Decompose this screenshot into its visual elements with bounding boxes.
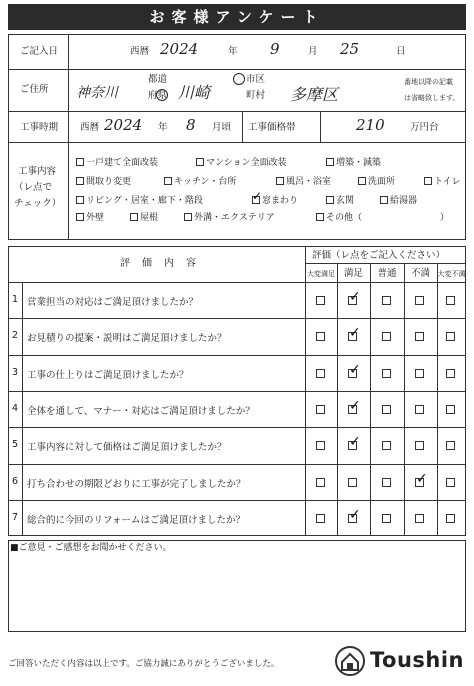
work-item-label: トイレ [434, 177, 461, 187]
address-label: ご住所 [20, 84, 49, 95]
work-item-label: 外壁 [86, 213, 105, 223]
rating-checkbox[interactable] [316, 405, 325, 414]
work-item-label: 風呂・浴室 [286, 177, 332, 187]
rating-checkbox[interactable] [446, 405, 455, 414]
work-item-label: 給湯器 [390, 196, 418, 206]
rating-checkbox[interactable] [415, 369, 424, 378]
info-label-divider [68, 34, 69, 240]
eval-column-header: 不満 [410, 268, 430, 279]
work-item-checkbox[interactable] [76, 196, 84, 204]
work-item-label: 増築・減築 [336, 158, 382, 168]
work-item-checkbox[interactable] [252, 196, 260, 204]
eval-rating-header: 評価（レ点をご記入ください） [312, 250, 446, 261]
rating-checkbox[interactable] [348, 441, 357, 450]
rating-checkbox[interactable] [316, 332, 325, 341]
work-item-checkbox[interactable] [76, 158, 84, 166]
work-item-label: 外溝・エクステリア [194, 213, 275, 223]
work-item [316, 213, 362, 224]
eval-column-header: 大変満足 [307, 270, 335, 278]
work-item [76, 177, 131, 188]
entry-date-day: 25 [340, 40, 360, 58]
work-item-label: 玄関 [336, 196, 355, 206]
rating-checkbox[interactable] [415, 441, 424, 450]
rating-checkbox[interactable] [382, 405, 391, 414]
rating-checkbox[interactable] [415, 514, 424, 523]
work-item-checkbox[interactable] [76, 213, 84, 221]
question-number: 5 [11, 439, 19, 451]
rating-checkbox[interactable] [316, 478, 325, 487]
comments-label: ■ご意見・ご感想をお聞かせください。 [10, 543, 172, 553]
rating-checkbox[interactable] [316, 441, 325, 450]
work-item-label: マンション全面改装 [206, 158, 287, 168]
rating-checkbox[interactable] [348, 369, 357, 378]
rating-checkbox[interactable] [415, 405, 424, 414]
rating-checkbox[interactable] [382, 296, 391, 305]
question-number: 4 [11, 402, 19, 414]
rating-checkbox[interactable] [382, 332, 391, 341]
work-period-year: 2024 [104, 116, 143, 134]
work-item-checkbox[interactable] [358, 177, 366, 185]
work-item [358, 177, 395, 188]
work-item [184, 213, 275, 224]
prefecture-circle-mark [156, 89, 168, 101]
work-period-label: 工事時期 [20, 122, 59, 133]
rating-checkbox[interactable] [382, 441, 391, 450]
entry-date-year: 2024 [160, 40, 199, 58]
question-number: 7 [11, 511, 19, 523]
question-number: 1 [11, 294, 19, 305]
rating-checkbox[interactable] [446, 296, 455, 305]
eval-column-header: 大変不満 [437, 270, 466, 278]
work-item-label: 窓まわり [262, 196, 299, 206]
work-item-checkbox[interactable] [326, 196, 334, 204]
toushin-logo [334, 645, 468, 677]
eval-content-header: 評 価 内 容 [120, 258, 197, 269]
rating-checkbox[interactable] [316, 514, 325, 523]
work-item-label: 屋根 [140, 213, 159, 223]
page-title: お客様アンケート [8, 4, 466, 30]
eval-column-header: 満足 [343, 268, 363, 279]
house-logo-icon [334, 645, 366, 677]
work-item-checkbox[interactable] [184, 213, 192, 221]
question-number: 2 [11, 330, 19, 342]
question-number: 3 [11, 366, 19, 378]
question-text: お見積りの提案・説明はご満足頂けましたか？ [27, 333, 227, 345]
work-item [326, 158, 381, 169]
rating-checkbox[interactable] [415, 332, 424, 341]
eval-column-header: 普通 [377, 268, 397, 279]
work-item [76, 196, 203, 207]
work-item-checkbox[interactable] [276, 177, 284, 185]
question-text: 打ち合わせの期限どおりに工事が完了しましたか？ [27, 478, 246, 490]
question-text: 工事の仕上りはご満足頂けましたか？ [27, 369, 189, 381]
rating-checkbox[interactable] [382, 514, 391, 523]
work-item-label: 洗面所 [368, 177, 396, 187]
entry-date-label: ご記入日 [20, 46, 59, 57]
rating-checkbox[interactable] [348, 296, 357, 305]
work-item-checkbox[interactable] [130, 213, 138, 221]
work-item [196, 158, 287, 169]
work-period-month: 8 [186, 116, 196, 134]
work-item-label: その他（ [326, 213, 363, 223]
question-text: 総合的に今回のリフォームはご満足頂けましたか？ [27, 514, 246, 526]
work-item-checkbox[interactable] [380, 196, 388, 204]
address-prefecture: 神奈川 [76, 85, 118, 101]
price-range-label: 工事価格帯 [248, 122, 296, 133]
work-item [130, 213, 158, 224]
question-text: 全体を通して、マナー・対応はご満足頂けましたか？ [27, 405, 255, 417]
work-item-label: 一戸建て全面改装 [86, 158, 159, 168]
work-item [380, 196, 417, 207]
work-item-checkbox[interactable] [326, 158, 334, 166]
rating-checkbox[interactable] [348, 332, 357, 341]
work-item-checkbox[interactable] [424, 177, 432, 185]
info-section [8, 34, 466, 240]
rating-checkbox[interactable] [446, 332, 455, 341]
work-item [326, 196, 354, 207]
rating-checkbox[interactable] [446, 478, 455, 487]
rating-checkbox[interactable] [348, 405, 357, 414]
brand-name: Toushin [370, 648, 465, 672]
work-item-checkbox[interactable] [164, 177, 172, 185]
rating-checkbox[interactable] [316, 296, 325, 305]
work-item-label: リビング・居室・廊下・階段 [86, 196, 203, 206]
rating-checkbox[interactable] [446, 369, 455, 378]
address-ward: 多摩区 [290, 85, 339, 104]
work-item-checkbox[interactable] [316, 213, 324, 221]
footer-thanks: ご回答いただく内容は以上です。ご協力誠にありがとうございました。 [8, 659, 280, 669]
rating-checkbox[interactable] [382, 369, 391, 378]
question-number: 6 [11, 475, 19, 487]
work-item-checkbox[interactable] [76, 177, 84, 185]
work-item-checkbox[interactable] [196, 158, 204, 166]
city-circle-mark [233, 73, 245, 85]
work-item-label: 間取り変更 [86, 177, 132, 187]
rating-checkbox[interactable] [415, 478, 424, 487]
work-item [164, 177, 236, 188]
rating-checkbox[interactable] [382, 478, 391, 487]
work-item [276, 177, 331, 188]
work-item-label: キッチン・台所 [174, 177, 237, 187]
work-item [76, 213, 104, 224]
price-range-value: 210 [356, 116, 385, 134]
work-item [424, 177, 461, 188]
rating-checkbox[interactable] [348, 514, 357, 523]
rating-checkbox[interactable] [446, 514, 455, 523]
rating-checkbox[interactable] [348, 478, 357, 487]
address-city: 川崎 [178, 83, 211, 102]
question-text: 営業担当の対応はご満足頂けましたか？ [27, 297, 199, 308]
entry-date-month: 9 [270, 40, 280, 58]
work-item [76, 158, 158, 169]
question-text: 工事内容に対して価格はご満足頂けましたか？ [27, 442, 227, 454]
rating-checkbox[interactable] [316, 369, 325, 378]
work-item [252, 196, 298, 207]
work-content-label: 工事内容 [18, 166, 57, 177]
work-item-other-close: ） [440, 213, 450, 223]
rating-checkbox[interactable] [446, 441, 455, 450]
rating-checkbox[interactable] [415, 296, 424, 305]
